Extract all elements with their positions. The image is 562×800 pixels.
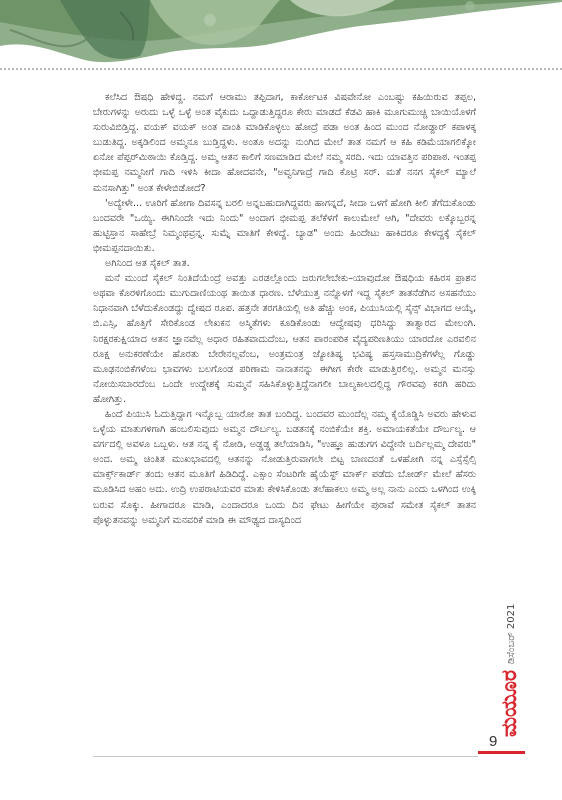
magazine-name: ಮಯೂರ — [497, 670, 521, 737]
footer-accent-bar — [478, 751, 525, 754]
article-paragraph: ಹಿಂದೆ ಪಿಯುಸಿ ಓದುತ್ತಿದ್ದಾಗ ಇನ್ನೊಬ್ಬ ಯಾರೋ ತಾತ ಬಂದಿದ್ದ. ಬಂದವರ ಮುಂದೆಲ್ಲ ನಮ್ಮ ಕೈಯೊಡ್ಡಿಸಿ ಅವರು ಹೇಳುವ ಒಳ್ಳೆಯ ಮಾತುಗಳಿಗಾಗಿ ಹಂಬಲಿಸುವುದು ಅಮ್ಮನ ದೌರ್ಬಲ್ಯ. ಬಡತನಕ್ಕೆ ನಂಬಿಕೆಯೇ ಶಕ್ತಿ. ಅಮಾಯಕತೆಯೇ ದೌರ್ಬಲ್ಯ. ಆ ವರ್ಗದಲ್ಲಿ ಅವಳೂ ಒಬ್ಬಳು. ಆತ ನನ್ನ ಕೈ ನೋಡಿ, ಅಡ್ಡಡ್ಡ ತಲೆಯಾಡಿಸಿ, "ಉಹ್ಞೂ ಹುಡುಗಗ ವಿದ್ದೇನೇ ಬರ್ದಿಲ್ಲಮ್ಮ ದೇವರು" ಅಂದ. ಅಮ್ಮ ಚಿಂತಿತ ಮುಖಭಾವದಲ್ಲಿ ಆತನನ್ನು ನೋಡುತ್ತಿರುವಾಗಲೇ ಬಿಟ್ಟ ಬಾಣದಂತೆ ಒಳಹೋಗಿ ನನ್ನ ಎಸ್ಸೆಸ್ಸೆಲ್ಸಿ ಮಾರ್ಕ್ಸ್‌ಕಾರ್ಡ್ ತಂದು ಆತನ ಮೂತಿಗೆ ಹಿಡಿದಿದ್ದೆ. ಎಕ್ಸಾಂ ಸೆಂಟರಿಗೇ ಹೈಯೆಸ್ಟ್ ಮಾರ್ಕ್ ಪಡೆದು ಬೋರ್ಡ್ ಮೇಲೆ ಹೆಸರು ಮೂಡಿಸಿದ ಅಹಂ ಅದು. ಉದ್ರಿ ಉಪರಾಟಿಯವರ ಮಾತು ಕೇಳಿಸಿಕೊಂಡು ತಲೆಹಾಕಲು ಅಮ್ಮ ಅಲ್ಲ ನಾನು ಎಂದು ಒಳಗಿಂದ ಉಕ್ಕಿ ಬರುವ ಸೊಕ್ಕು. ಹೀಗಾದರೂ ಮಾಡಿ, ಎಂದಾದರೂ ಒಂದು ದಿನ ಫೇಟು ಹೀಗೆಯೇ ಪುರಾವೆ ಸಮೇತ ಸೈಕಲ್ ತಾತನ ಪೊಳ್ಳುತನವನ್ನು ಅಮ್ಮನಿಗೆ ಮನವರಿಕೆ ಮಾಡಿ ಈ ಮೌಢ್ಯದ ದಾಸ್ಯದಿಂದ — [93, 408, 476, 526]
page-number: 9 — [489, 733, 498, 750]
footer-rule — [93, 756, 478, 757]
article-paragraph: ಅಗಿನಿಂದ ಆತ ಸೈಕಲ್ ತಾತ. — [105, 258, 190, 270]
header-divider — [0, 68, 562, 70]
header-painting — [0, 0, 562, 68]
article-paragraph: ಕಲೆಸಿದ ಔಷಧಿ ಹೇಳಿದ್ದ. ನಮಗೆ ಆರಾಮು ತಪ್ಪಿದಾಗ, ಕಾರ್ಕೋಟಕ ವಿಷವೇನೋ ಎಂಬಷ್ಟು ಕಹಿಯಿರುವ ತಪ್ಪಲ, ಬೇರುಗಳನ್ನು ಅರುದು ಒಳ್ಳೆ ಒಳ್ಳೆ ಅಂತ ವೈಕುದು ಒದ್ದಾಡುತ್ತಿದ್ದರೂ ಕೇರು ಮಾಡದೆ ಕೆಡವಿ ಹಾಕಿ ಮೂಗುಮುಚ್ಚಿ ಬಾಯಿಯೊಳಗೆ ಸುರುವಿಬಿಡ್ತಿದ್ದ. ವಯಕ್ ವಯಕ್ ಅಂತ ವಾಂತಿ ಮಾಡಿಕೊಳ್ಳಲು ಹೋದ್ರೆ ಪಡಾ ಅಂತ ಹಿಂದ ಮುಂದ ನೋಡ್ದಾರ್ ಕಪಾಳಕ್ಕ ಬುಡುತಿದ್ದ. ಅಕ್ಕಡಿಲಿಂದ ಅಮ್ಮನೂ ಬುಡ್ತಿದ್ದಳು. ಅಂತೂ ಅದನ್ನು ನುಂಗಿದ ಮೇಲೆ ತಾತ ನಮಗೆ ಆ ಕಹಿ ಕಡಿಮೆಯಾಗಲಿಕ್ಕೋ ಏನೋ ಪೆಪ್ಪರ್‌ಮಿಠಾಯಿ ಕೊಡ್ತಿದ್ದ. ಅಮ್ಮ ಆತನ ಕಾಲಿಗೆ ಸಣಮಾಡಿದ ಮೇಲೆ ನಮ್ಮ ಸರದಿ. ಇದು ಯಾವತ್ತಿನ ಪರಿಪಾಠ. ಇಂತಪ್ಪ ಭೀಮಪ್ಪ ನಮ್ಮನೀಗೆ ಗಾದಿ ಇಳಿಸಿ ಕೀದಾ ಹೋದವನೇ, "ಅವ್ವನಿಗಾದ್ರೆ ಗಾದಿ ಕೊಟ್ರಿ ಸರ್. ಮತೆ ನನಗ ಸೈಕಲ್ ಮ್ಯಾಲೆ ಮನಸಾಗಿತ್ತು" ಅಂತ ಕೇಳೇಬಿಡೋದೆ? — [93, 92, 476, 194]
article-body — [93, 90, 476, 742]
article-paragraph: 'ಅದ್ಯೇಳೇ... ಊರಿಗೆ ಹೋಗಾ ದಿವಸನ್ನ ಬರಲಿ ಅನ್ನಬಹುದಾಗಿದ್ದವರು ಹಾಗನ್ನದೆ, ಸೀದಾ ಒಳಗೆ ಹೋಗಿ ಕೀಲಿ ತೆಗೆದುಕೊಂಡು ಬಂದವರೇ "ಒಯ್ಯಿ. ಈಗಿನಿಂದೇ ಇದು ನಿಂದು" ಅಂದಾಗ ಭೀಮಪ್ಪ ತಲೆಕೆಳಗೆ ಕಾಲುಮೇಲೆ ಆಗಿ, "ದೇವರು ಲಕ್ಕೊಬ್ಬರನ್ನ ಹುಟ್ಟಿಸ್ತಾನ ಸಾಹೇಬ್ರೆ ನಿಮ್ಮಂಥವ್ರನ್ನ. ಸುಮ್ನೆ ಮಾತಿಗೆ ಕೇಳಿದ್ದೆ. ಬ್ಯಾಡ" ಅಂದು ಹಿಂದೇಟು ಹಾಕಿದರೂ ಕೇಳದ್ದಕ್ಕೆ ಸೈಕಲ್ ಭೀಮಪ್ಪನದಾಯಿತು. — [93, 197, 476, 254]
magazine-sidebar — [486, 582, 526, 737]
article-paragraph: ಮನೆ ಮುಂದೆ ಸೈಕಲ್ ನಿಂತಿದೆಯೆಂದ್ರೆ ಅವತ್ತು ಎರಡಲ್ಲೊಂದು ಜರುಗಲೇಬೇಕು–ಯಾವುದೋ ಔಷಧಿಯ ಕಹಿರಸ ಪ್ರಾಶನ ಅಥವಾ ಕೊರಳಿಗೊಂದು ಮುಗುದಾಣಿಯಂಥ ತಾಯಿತ ಧಾರಣ. ಬೆಳೆಯುತ್ತ ನನ್ನೊಳಗೆ ಇದ್ದ ಸೈಕಲ್ ತಾತನೆಡೆಗಿನ ಅಸಹನೆಯು ನಿಧಾನವಾಗಿ ಬೆಳೆದುಕೊಂಡದ್ದು ದ್ವೇಷದ ರೂಪ. ಹತ್ತನೇ ತರಗತಿಯಲ್ಲಿ ಅತಿ ಹೆಚ್ಚು ಅಂಕ, ಪಿಯುಸಿಯಲ್ಲಿ ಸೈನ್ಸ್ ವಿಭಾಗದ ಆಯ್ಕೆ, ಬಿ.ಎಸ್ಸಿ, ಹೊತ್ತಿಗೆ ಸೇರಿಕೊಂಡ ಲೇಖಕನ ಅಸ್ಮಿತೆಗಳು ಕೂಡಿಕೊಂಡು ಆದ್ವೇಷವು ಧರಿಸಿದ್ದು ತಾತ್ವಾರದ ಮೇಲಂಗಿ. ನಿರಕ್ಷರಕುಕ್ಷಿಯಾದ ಆತನ ಜ್ಞಾನವೆಲ್ಲ ಅಧಾರ ರಹಿತವಾದುದೆಂಬ, ಆತನ ಪಾರಂಪರಿಕ ವೈದ್ಯಪರಿಣತಿಯು ಯಾರದೋ ಎರವಲಿನ ರೂಕ್ಷ ಅನುಕರಣೆಯೇ ಹೊರತು ಬೇರೇನಲ್ಲವೆಂಬ, ಅಂತ್ರಮಂತ್ರ ಜ್ಯೋತಿಷ್ಯ ಭವಿಷ್ಯ ಹಸ್ತಸಾಮುದ್ರಿಕೆಗಳೆಲ್ಲ ಗೊಡ್ಡು ಮೂಢನಂಬಿಕೆಗಳೆಂಬ ಭಾವಗಳು ಬಲಗೊಂಡ ಪರಿಣಾಮ ನಾನಾತನನ್ನು ಈಗೀಗ ಕೇರೇ ಮಾಡುತ್ತಿರಲಿಲ್ಲ. ಅಮ್ಮನ ಮನಸ್ಸು ನೋಯಿಸಬಾರದೆಂಬ ಒಂದೇ ಉದ್ದೇಶಕ್ಕೆ ಸುಮ್ಮನೆ ಸಹಿಸಿಕೊಳ್ಳುತ್ತಿದ್ದೆನಾಗಲೀ ಬಾಲ್ಯಕಾಲದಲ್ಲಿದ್ದ ಗೌರವವು ಕರಗಿ ಹರಿದು ಹೋಗಿತ್ತು. — [93, 273, 476, 405]
issue-date: ಡಿಸೆಂಬರ್ 2021 — [506, 603, 517, 664]
